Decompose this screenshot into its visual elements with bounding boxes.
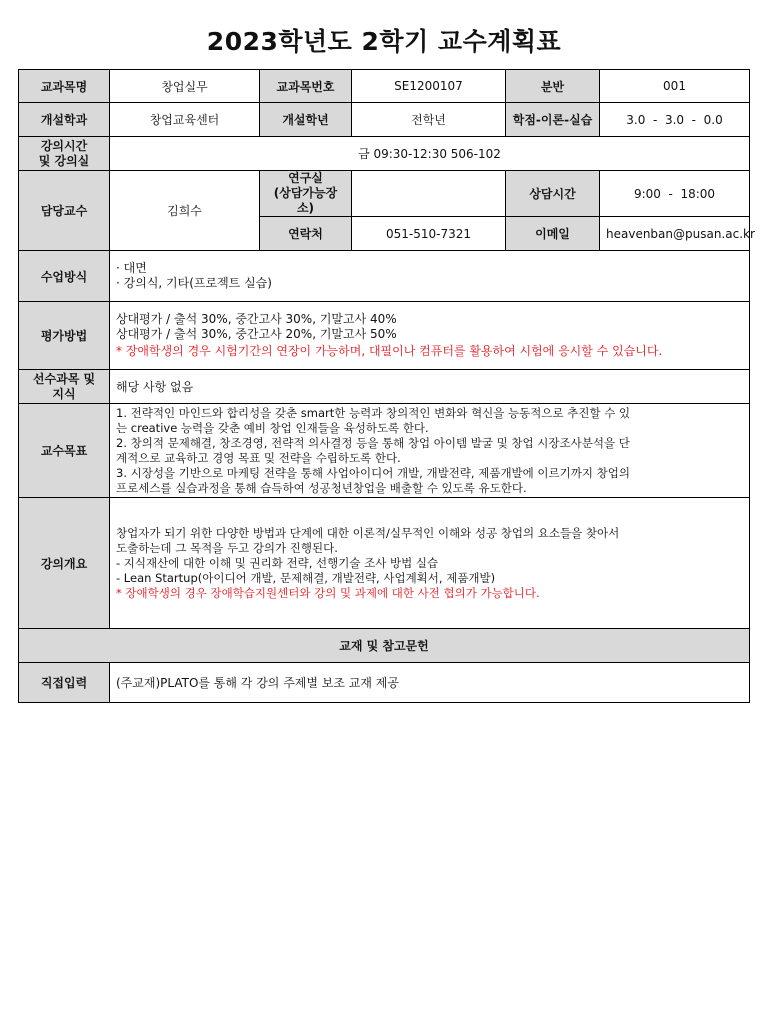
evaluation-label: 평가방법 (19, 302, 110, 370)
row-goals (19, 404, 750, 498)
row-schedule (19, 137, 750, 171)
row-evaluation (19, 302, 750, 370)
row-professor (19, 171, 750, 217)
section: 001 (600, 70, 750, 103)
syllabus-table (18, 69, 755, 703)
row-overview (19, 498, 750, 629)
row-dept (19, 103, 750, 137)
references-value: (주교재)PLATO를 통해 각 강의 주제별 보조 교재 제공 (110, 663, 750, 703)
evaluation-value: 상대평가 / 출석 30%, 중간고사 30%, 기말고사 40% 상대평가 / 출석 30%, 중간고사 20%, 기말고사 50% * 장애학생의 경우 시험기간의 연장이 가능하며, 대필이나 컴퓨터를 활용하여 시험에 응시할 수 있습니다. (110, 302, 750, 370)
row-references-band (19, 629, 750, 663)
overview-value: 창업자가 되기 위한 다양한 방법과 단계에 대한 이론적/실무적인 이해와 성공 창업의 요소들을 찾아서 도출하는데 그 목적을 두고 강의가 진행된다. - 지식재산에 대한 이해 및 권리화 전략, 선행기술 조사 방법 실습 - Lean Startup(아이디어 개발, 문제해결, 개발전략, 사업계획서, 제품개발) * 장애학생의 경우 장애학습지원센터와 강의 및 과제에 대한 사전 협의가 가능합니다. (110, 498, 750, 629)
professor-label: 담당교수 (19, 171, 110, 251)
year-label: 개설학년 (260, 103, 352, 137)
hours-label: 상담시간 (506, 171, 600, 217)
row-method (19, 251, 750, 302)
dept: 창업교육센터 (110, 103, 260, 137)
phone: 051-510-7321 (352, 217, 506, 251)
office (352, 171, 506, 217)
course-code-label: 교과목번호 (260, 70, 352, 103)
overview-label: 강의개요 (19, 498, 110, 629)
prereq-label: 선수과목 및 지식 (19, 370, 110, 404)
course-name: 창업실무 (110, 70, 260, 103)
professor-name: 김희수 (110, 171, 260, 251)
phone-label: 연락처 (260, 217, 352, 251)
row-references (19, 663, 750, 703)
references-label: 직접입력 (19, 663, 110, 703)
office-label: 연구실 (상담가능장소) (260, 171, 352, 217)
method-label: 수업방식 (19, 251, 110, 302)
row-course (19, 70, 750, 103)
goals-value: 1. 전략적인 마인드와 합리성을 갖춘 smart한 능력과 창의적인 변화와 혁신을 능동적으로 추진할 수 있 는 creative 능력을 갖춘 예비 창업 인재들을 육성하도록 한다. 2. 창의적 문제해결, 창조경영, 전략적 의사결정 등을 통해 창업 아이템 발굴 및 창업 시장조사분석을 단 계적으로 교육하고 경영 목표 및 전략을 수립하도록 한다. 3. 시장성을 기반으로 마케팅 전략을 통해 사업아이디어 개발, 개발전략, 제품개발에 이르기까지 창업의 프로세스를 실습과정을 통해 습득하여 성공청년창업을 배출할 수 있도록 유도한다. (110, 404, 750, 498)
section-label: 분반 (506, 70, 600, 103)
email-label: 이메일 (506, 217, 600, 251)
schedule-label: 강의시간 및 강의실 (19, 137, 110, 171)
overview-note: * 장애학생의 경우 장애학습지원센터와 강의 및 과제에 대한 사전 협의가 가능합니다. (116, 585, 540, 600)
method-value: · 대면 · 강의식, 기타(프로젝트 실습) (110, 251, 750, 302)
year: 전학년 (352, 103, 506, 137)
schedule-value: 금 09:30-12:30 506-102 (110, 137, 750, 171)
evaluation-note: * 장애학생의 경우 시험기간의 연장이 가능하며, 대필이나 컴퓨터를 활용하여 시험에 응시할 수 있습니다. (116, 344, 663, 358)
row-prereq (19, 370, 750, 404)
prereq-value: 해당 사항 없음 (110, 370, 750, 404)
hours: 9:00 - 18:00 (600, 171, 750, 217)
course-code: SE1200107 (352, 70, 506, 103)
credit: 3.0 - 3.0 - 0.0 (600, 103, 750, 137)
course-name-label: 교과목명 (19, 70, 110, 103)
goals-label: 교수목표 (19, 404, 110, 498)
page-title: 2023학년도 2학기 교수계획표 (206, 27, 562, 56)
credit-label: 학점-이론-실습 (506, 103, 600, 137)
email: heavenban@pusan.ac.kr (600, 217, 750, 251)
dept-label: 개설학과 (19, 103, 110, 137)
references-band: 교재 및 참고문헌 (19, 629, 750, 663)
